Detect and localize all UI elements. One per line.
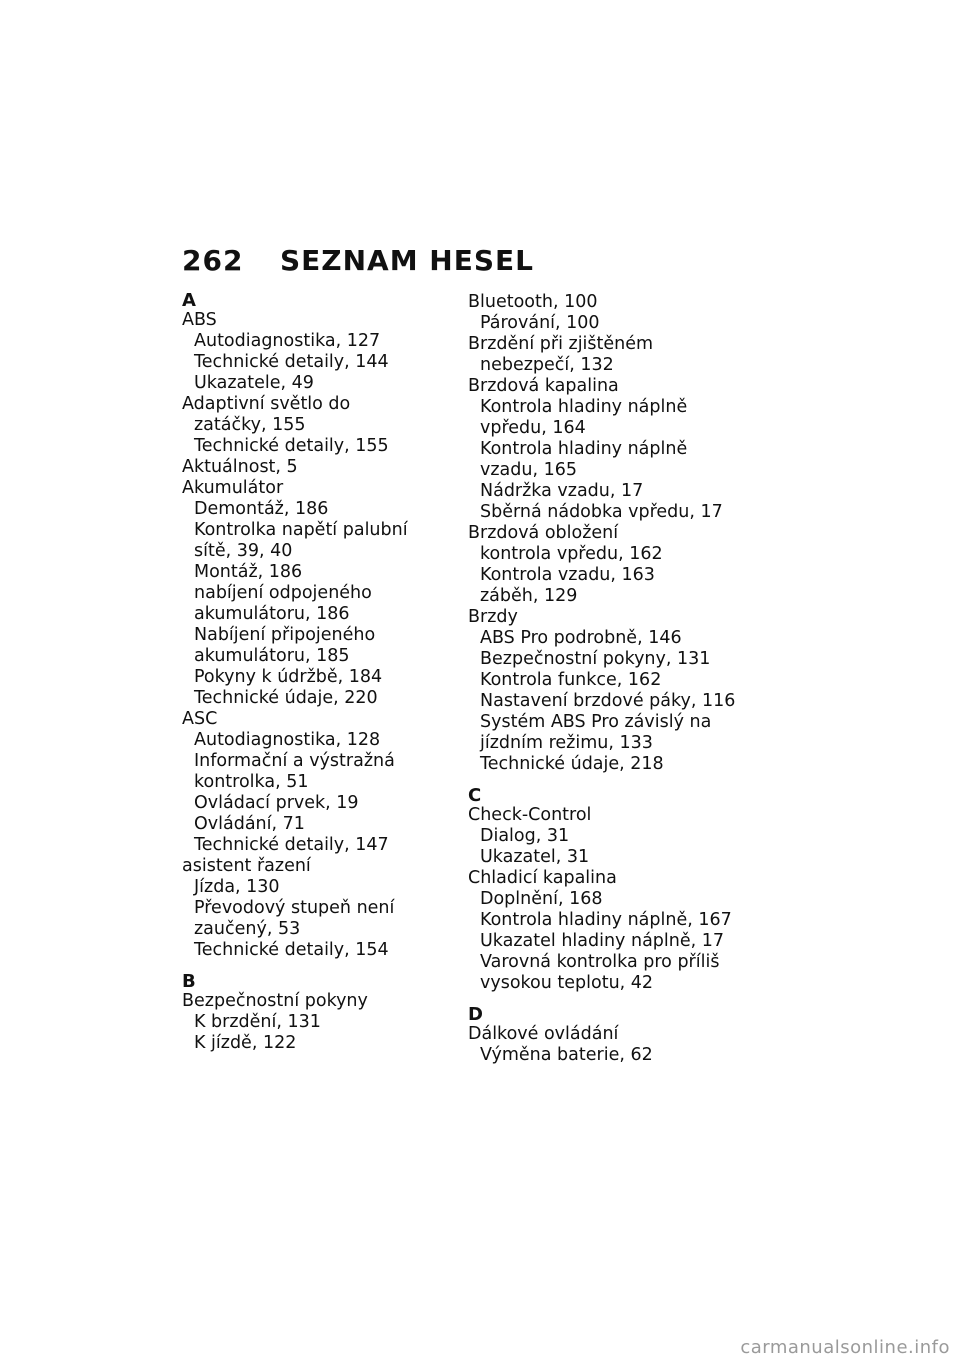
index-entry: Brzdění při zjištěném <box>468 334 654 354</box>
index-subentry: Bezpečnostní pokyny, 131 <box>480 649 711 669</box>
index-subentry: Nabíjení připojeného <box>194 625 376 645</box>
index-subentry: Ukazatel, 31 <box>480 847 590 867</box>
index-subentry: Kontrola vzadu, 163 <box>480 565 655 585</box>
index-subentry: Kontrola funkce, 162 <box>480 670 662 690</box>
index-entry: Brzdová kapalina <box>468 376 619 396</box>
index-subentry: Informační a výstražná <box>194 751 395 771</box>
index-subentry: Technické detaily, 154 <box>194 940 389 960</box>
section-letter: A <box>182 290 196 311</box>
watermark: carmanualsonline.info <box>740 1337 950 1358</box>
index-section <box>182 292 472 961</box>
index-entry: Aktuálnost, 5 <box>182 457 298 477</box>
index-entry: ABS <box>182 310 217 330</box>
index-subentry: vpředu, 164 <box>480 418 586 438</box>
index-subentry: Kontrolka napětí palubní <box>194 520 408 540</box>
index-subentry: zatáčky, 155 <box>194 415 306 435</box>
index-subentry: Pokyny k údržbě, 184 <box>194 667 383 687</box>
index-entry: Check-Control <box>468 805 592 825</box>
index-entry: Adaptivní světlo do <box>182 394 351 414</box>
index-subentry: zaučený, 53 <box>194 919 301 939</box>
index-subentry: Technické údaje, 218 <box>480 754 664 774</box>
index-entry: Bezpečnostní pokyny <box>182 991 368 1011</box>
index-subentry: Kontrola hladiny náplně <box>480 439 688 459</box>
index-entry: Chladicí kapalina <box>468 868 617 888</box>
index-subentry: akumulátoru, 185 <box>194 646 350 666</box>
index-section <box>468 787 758 994</box>
index-subentry: kontrolka, 51 <box>194 772 309 792</box>
section-letter: B <box>182 971 196 992</box>
index-subentry: Technické údaje, 220 <box>194 688 378 708</box>
index-subentry: Varovná kontrolka pro příliš <box>480 952 720 972</box>
index-subentry: K brzdění, 131 <box>194 1012 321 1032</box>
index-entry: Bluetooth, 100 <box>468 292 598 312</box>
index-subentry: Autodiagnostika, 128 <box>194 730 381 750</box>
index-subentry: Technické detaily, 155 <box>194 436 389 456</box>
index-subentry: Ovládací prvek, 19 <box>194 793 359 813</box>
index-subentry: vysokou teplotu, 42 <box>480 973 654 993</box>
index-section <box>468 292 758 775</box>
index-subentry: Nádržka vzadu, 17 <box>480 481 644 501</box>
index-subentry: Dialog, 31 <box>480 826 570 846</box>
index-subentry: Výměna baterie, 62 <box>480 1045 653 1065</box>
index-entry: Akumulátor <box>182 478 284 498</box>
page-title: SEZNAM HESEL <box>280 244 535 277</box>
index-subentry: Technické detaily, 147 <box>194 835 389 855</box>
section-letter: D <box>468 1004 483 1025</box>
index-subentry: Párování, 100 <box>480 313 600 333</box>
page-number: 262 <box>182 244 244 277</box>
index-subentry: Technické detaily, 144 <box>194 352 389 372</box>
index-entry: Dálkové ovládání <box>468 1024 619 1044</box>
index-subentry: Ukazatele, 49 <box>194 373 314 393</box>
index-subentry: Jízda, 130 <box>194 877 280 897</box>
index-subentry: ABS Pro podrobně, 146 <box>480 628 682 648</box>
index-subentry: jízdním režimu, 133 <box>480 733 653 753</box>
section-letter: C <box>468 785 482 806</box>
index-subentry: kontrola vpředu, 162 <box>480 544 663 564</box>
index-subentry: vzadu, 165 <box>480 460 577 480</box>
index-subentry: Kontrola hladiny náplně, 167 <box>480 910 732 930</box>
index-section <box>468 1006 758 1066</box>
index-subentry: Převodový stupeň není <box>194 898 395 918</box>
index-subentry: sítě, 39, 40 <box>194 541 293 561</box>
index-subentry: Doplnění, 168 <box>480 889 603 909</box>
page-header <box>182 244 534 277</box>
index-subentry: Systém ABS Pro závislý na <box>480 712 712 732</box>
index-subentry: nebezpečí, 132 <box>480 355 614 375</box>
index-subentry: nabíjení odpojeného <box>194 583 372 603</box>
index-subentry: Montáž, 186 <box>194 562 303 582</box>
index-entry: asistent řazení <box>182 856 311 876</box>
index-entry: Brzdy <box>468 607 518 627</box>
index-entry: Brzdová obložení <box>468 523 619 543</box>
index-subentry: Nastavení brzdové páky, 116 <box>480 691 736 711</box>
index-entry: ASC <box>182 709 218 729</box>
index-subentry: záběh, 129 <box>480 586 578 606</box>
index-subentry: Autodiagnostika, 127 <box>194 331 381 351</box>
index-subentry: K jízdě, 122 <box>194 1033 297 1053</box>
index-subentry: Sběrná nádobka vpředu, 17 <box>480 502 723 522</box>
index-subentry: Ovládání, 71 <box>194 814 305 834</box>
index-section <box>182 973 472 1054</box>
index-subentry: Demontáž, 186 <box>194 499 329 519</box>
index-column-left <box>182 292 472 1066</box>
index-subentry: Ukazatel hladiny náplně, 17 <box>480 931 725 951</box>
index-column-right <box>468 292 758 1078</box>
index-subentry: Kontrola hladiny náplně <box>480 397 688 417</box>
index-subentry: akumulátoru, 186 <box>194 604 350 624</box>
